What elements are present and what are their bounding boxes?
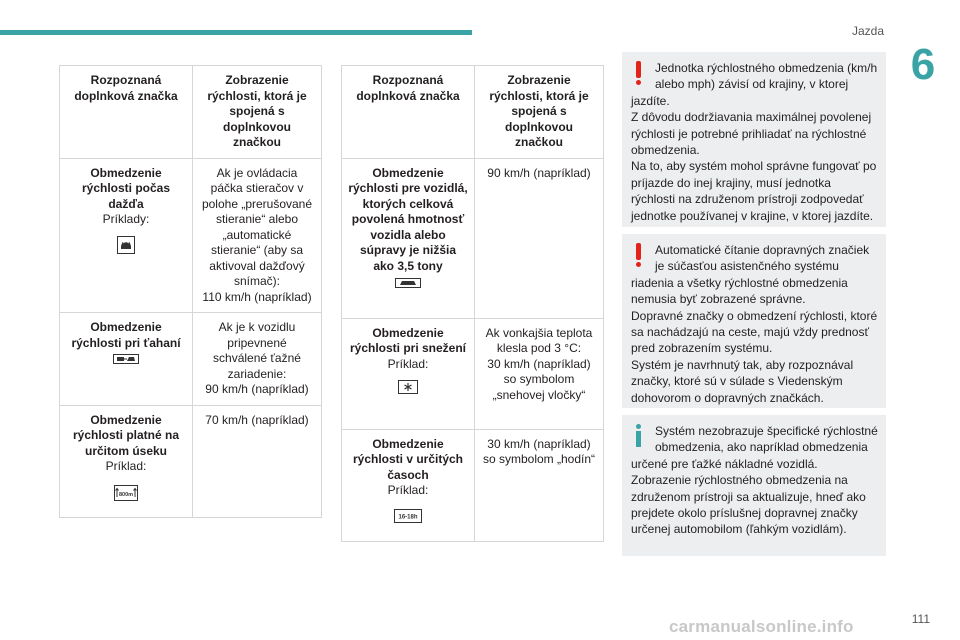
chapter-number: 6 [910, 40, 936, 89]
distance-sign-icon [114, 485, 138, 501]
section-title: Jazda [851, 24, 884, 38]
sign-title: Obmedzenie rýchlosti platné na určitom úseku [72, 412, 180, 458]
info-note-specific-limits [622, 415, 886, 556]
note-paragraph: Zobrazenie rýchlostného obmedzenia na združenom prístroji sa aktualizuje, hneď ako prejdete okolo príslušnej dopravnej značky určenej automobilom (ľahkým vozidlám). [631, 473, 866, 537]
warning-note-units [622, 52, 886, 227]
sign-cell [60, 405, 193, 517]
note-paragraph: Systém nezobrazuje špecifické rýchlostné obmedzenia, ako napríklad obmedzenia určené pre ťažké nákladné vozidlá. [631, 424, 878, 471]
warning-icon [631, 60, 647, 90]
speed-value: 90 km/h (napríklad) [205, 382, 309, 396]
column-header-sign: Rozpoznaná doplnková značka [60, 66, 193, 159]
towing-sign-icon [113, 354, 139, 364]
sign-title: Obmedzenie rýchlosti pri snežení [349, 325, 467, 355]
sign-title: Obmedzenie rýchlosti počas dažďa [81, 165, 171, 211]
column-header-display: Zobrazenie rýchlosti, ktorá je spojená s doplnkovou značkou [475, 66, 604, 159]
table-row [60, 405, 322, 517]
page-number: 111 [911, 612, 930, 626]
condition-text: Ak je ovládacia páčka stieračov v polohe „prerušované stieranie“ alebo „automatické stieranie“ (aby sa aktivoval dažďový snímač): [201, 165, 313, 288]
sign-example-label: Príklady: [102, 212, 150, 226]
sign-cell [342, 429, 475, 541]
note-paragraph: Jednotka rýchlostného obmedzenia (km/h alebo mph) závisí od krajiny, v ktorej jazdíte. [631, 61, 878, 108]
sign-cell [60, 313, 193, 406]
display-cell [475, 429, 604, 541]
display-cell [475, 158, 604, 318]
watermark: carmanualsonline.info [669, 617, 854, 636]
traffic-sign-table-1 [59, 65, 322, 518]
speed-value: 90 km/h (napríklad) [487, 165, 591, 180]
info-icon [631, 423, 647, 453]
sign-cell [60, 158, 193, 313]
note-paragraph: Automatické čítanie dopravných značiek je súčasťou asistenčného systému riadenia a všetky rýchlostné obmedzenia nemusia byť zobrazené správne. [631, 243, 870, 307]
sign-example-label: Príklad: [105, 459, 147, 473]
time-sign-text: 16-18h [398, 514, 418, 520]
wiper-sign-icon [117, 236, 135, 254]
traffic-sign-table-2 [341, 65, 604, 542]
sign-example-label: Príklad: [387, 483, 429, 497]
speed-value: 70 km/h (napríklad) [205, 412, 309, 427]
speed-value: 30 km/h (napríklad) so symbolom „hodín“ [482, 436, 596, 466]
sign-cell [342, 158, 475, 318]
table-header-row [60, 66, 322, 159]
weight-sign-icon [395, 278, 421, 288]
sign-cell [342, 318, 475, 429]
column-header-sign: Rozpoznaná doplnková značka [342, 66, 475, 159]
display-cell [193, 313, 322, 406]
speed-value: 110 km/h (napríklad) [202, 289, 312, 304]
display-cell [193, 158, 322, 313]
note-paragraph: Systém je navrhnutý tak, aby rozpoznával značky, ktoré sú v súlade s Viedenským dohovorom o dopravných značkách. [631, 357, 854, 405]
note-paragraph: Na to, aby systém mohol správne fungovať po príjazde do inej krajiny, musí jednotka rýchlosti na združenom prístroji zodpovedať jednotke používanej v krajine, v ktorej jazdíte. [631, 159, 877, 223]
table-row [60, 313, 322, 406]
snowflake-sign-icon [398, 380, 418, 394]
condition-text: Ak vonkajšia teplota klesla pod 3 °C: [485, 325, 593, 355]
top-accent-bar [0, 30, 472, 35]
sign-title: Obmedzenie rýchlosti pri ťahaní [71, 320, 181, 350]
column-header-display: Zobrazenie rýchlosti, ktorá je spojená s doplnkovou značkou [193, 66, 322, 159]
distance-sign-text: 800m [118, 491, 134, 498]
warning-note-recognition [622, 234, 886, 408]
table-row [342, 429, 604, 541]
time-sign-icon [394, 509, 422, 523]
condition-text: Ak je k vozidlu pripevnené schválené ťažné zariadenie: [213, 320, 301, 381]
display-cell [193, 405, 322, 517]
table-row [342, 158, 604, 318]
note-paragraph: Dopravné značky o obmedzení rýchlosti, ktoré sa nachádzajú na ceste, majú vždy prednosť pred zobrazením systému. [631, 308, 878, 356]
note-paragraph: Z dôvodu dodržiavania maximálnej povolenej rýchlosti je potrebné prihliadať na rýchlostné obmedzenia. [631, 110, 872, 158]
table-row [342, 318, 604, 429]
warning-icon [631, 242, 647, 272]
table-header-row [342, 66, 604, 159]
sign-example-label: Príklad: [387, 356, 429, 371]
display-cell [475, 318, 604, 429]
table-row [60, 158, 322, 313]
sign-title: Obmedzenie rýchlosti v určitých časoch [352, 436, 464, 482]
sign-title: Obmedzenie rýchlosti pre vozidlá, ktorých celková povolená hmotnosť vozidla alebo súpravy je nižšia ako 3,5 tony [348, 165, 468, 273]
speed-value: 30 km/h (napríklad) so symbolom „snehovej vločky“ [487, 356, 591, 402]
